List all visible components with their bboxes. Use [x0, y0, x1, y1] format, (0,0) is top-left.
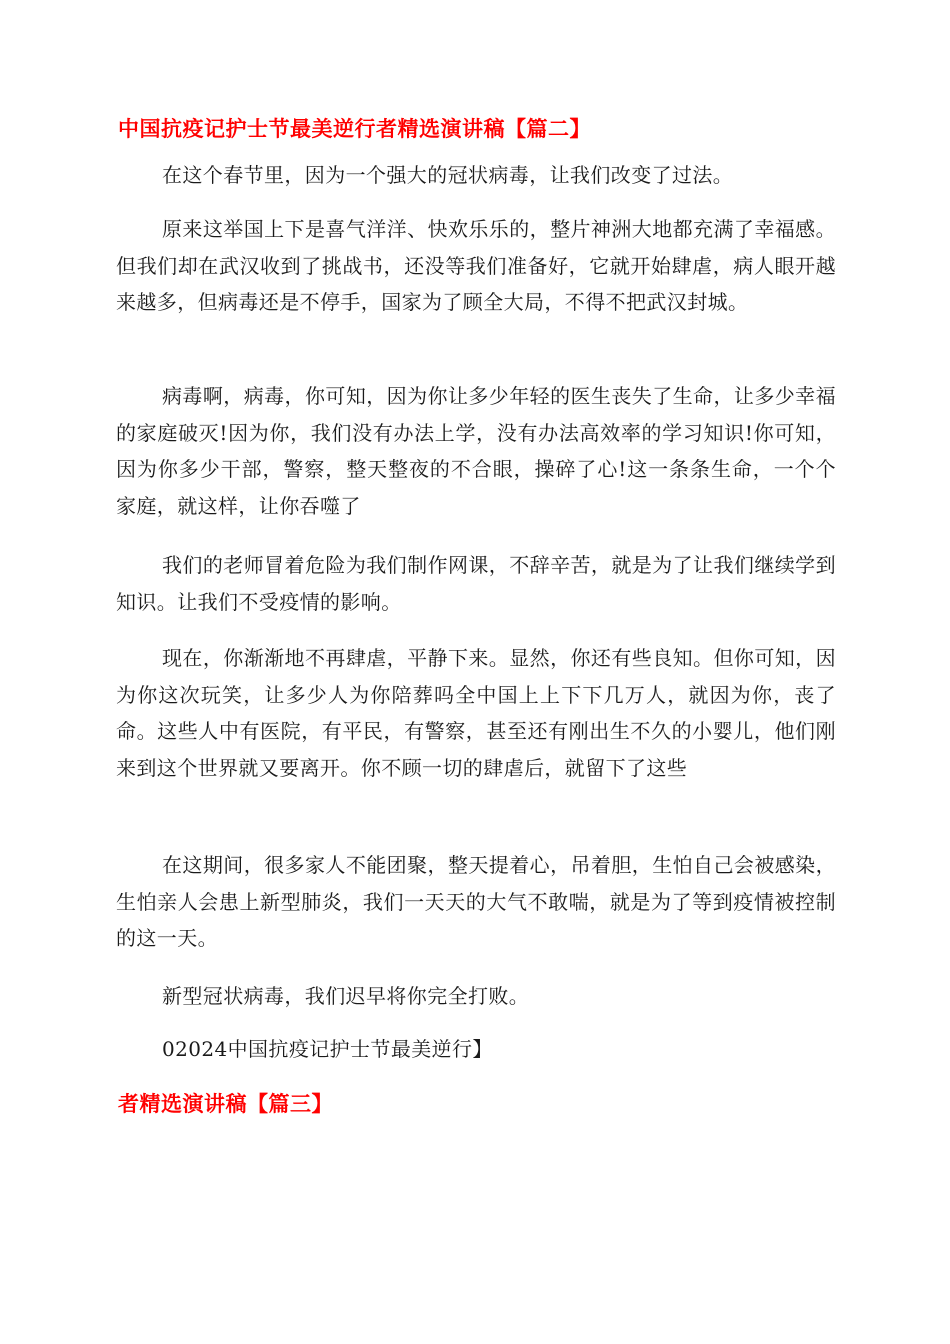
paragraph-7: 新型冠状病毒，我们迟早将你完全打败。 — [162, 984, 530, 1008]
paragraph-5: 现在，你渐渐地不再肆虐，平静下来。显然，你还有些良知。但你可知，因为你这次玩笑，让多少人为你陪葬吗全中国上上下下几万人，就因为你，丧了命。这些人中有医院，有平民，有警察，甚至还有刚出生不久的小婴儿，他们刚来到这个世界就又要离开。你不顾一切的肆虐后，就留下了这些 — [116, 646, 836, 780]
section-heading-part-three: 者精选演讲稿【篇三】 — [118, 1092, 333, 1116]
paragraph-6: 在这期间，很多家人不能团聚，整天提着心，吊着胆，生怕自己会被感染，生怕亲人会患上新型肺炎，我们一天天的大气不敢喘，就是为了等到疫情被控制的这一天。 — [116, 853, 836, 950]
paragraph-8: 02024中国抗疫记护士节最美逆行】 — [162, 1037, 493, 1061]
paragraph-4: 我们的老师冒着危险为我们制作网课，不辞辛苦，就是为了让我们继续学到知识。让我们不受疫情的影响。 — [116, 553, 836, 614]
paragraph-2: 原来这举国上下是喜气洋洋、快欢乐乐的，整片神洲大地都充满了幸福感。但我们却在武汉收到了挑战书，还没等我们准备好，它就开始肆虐，病人眼开越来越多，但病毒还是不停手，国家为了顾全大局，不得不把武汉封城。 — [116, 217, 836, 314]
paragraph-3: 病毒啊，病毒，你可知，因为你让多少年轻的医生丧失了生命，让多少幸福的家庭破灭!因为你，我们没有办法上学，没有办法高效率的学习知识!你可知，因为你多少干部，警察，整天整夜的不合眼，操碎了心!这一条条生命，一个个家庭，就这样，让你吞噬了 — [116, 384, 836, 518]
paragraph-1: 在这个春节里，因为一个强大的冠状病毒，让我们改变了过法。 — [162, 163, 734, 187]
section-heading-part-two: 中国抗疫记护士节最美逆行者精选演讲稿【篇二】 — [118, 117, 591, 141]
